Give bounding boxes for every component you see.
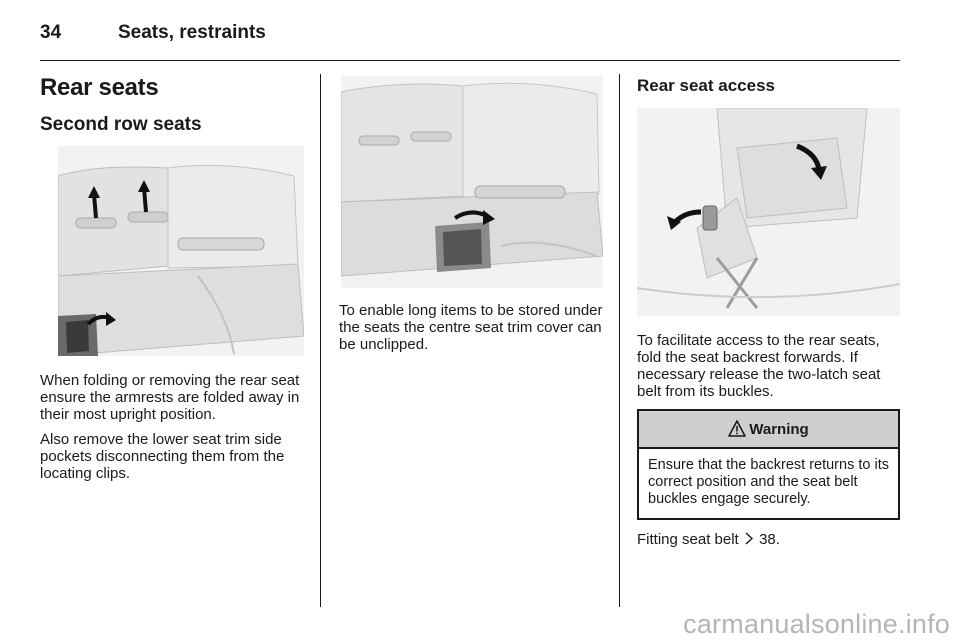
rear-seat-access-title: Rear seat access (637, 76, 776, 95)
warning-header (639, 411, 898, 449)
subsection-title: Second row seats (40, 114, 202, 135)
page-reference-arrow-icon (744, 532, 754, 545)
access-instructions-text: To facilitate access to the rear seats, fold the seat backrest forwards. If necessary release the two-latch seat belt from its buckles. (637, 332, 881, 400)
warning-box (637, 409, 900, 520)
warning-text: Ensure that the backrest returns to its correct position and the seat belt buckles engage securely. (648, 457, 889, 507)
column-divider-1 (320, 74, 321, 607)
rear-seat-access-illustration (637, 108, 900, 316)
warning-title: Warning (749, 420, 809, 438)
page-number: 34 (40, 22, 62, 43)
page-header (40, 20, 900, 60)
warning-triangle-icon (728, 420, 746, 437)
trim-pocket-removal-text: Also remove the lower seat trim side pockets disconnecting them from the locating clips. (40, 431, 285, 482)
storage-instructions-text: To enable long items to be stored under the seats the centre seat trim cover can be unclipped. (339, 302, 603, 353)
chapter-title: Seats, restraints (118, 22, 266, 43)
section-title: Rear seats (40, 74, 159, 101)
folding-instructions-text: When folding or removing the rear seat ensure the armrests are folded away in their most upright position. (40, 372, 300, 423)
reference-page: 38. (759, 531, 780, 548)
centre-seat-trim-illustration (341, 76, 603, 288)
header-divider (40, 60, 900, 61)
second-row-seats-illustration (58, 146, 304, 356)
reference-label: Fitting seat belt (637, 531, 739, 548)
watermark: carmanualsonline.info (683, 609, 950, 639)
column-divider-2 (619, 74, 620, 607)
seat-belt-reference[interactable] (637, 531, 901, 548)
